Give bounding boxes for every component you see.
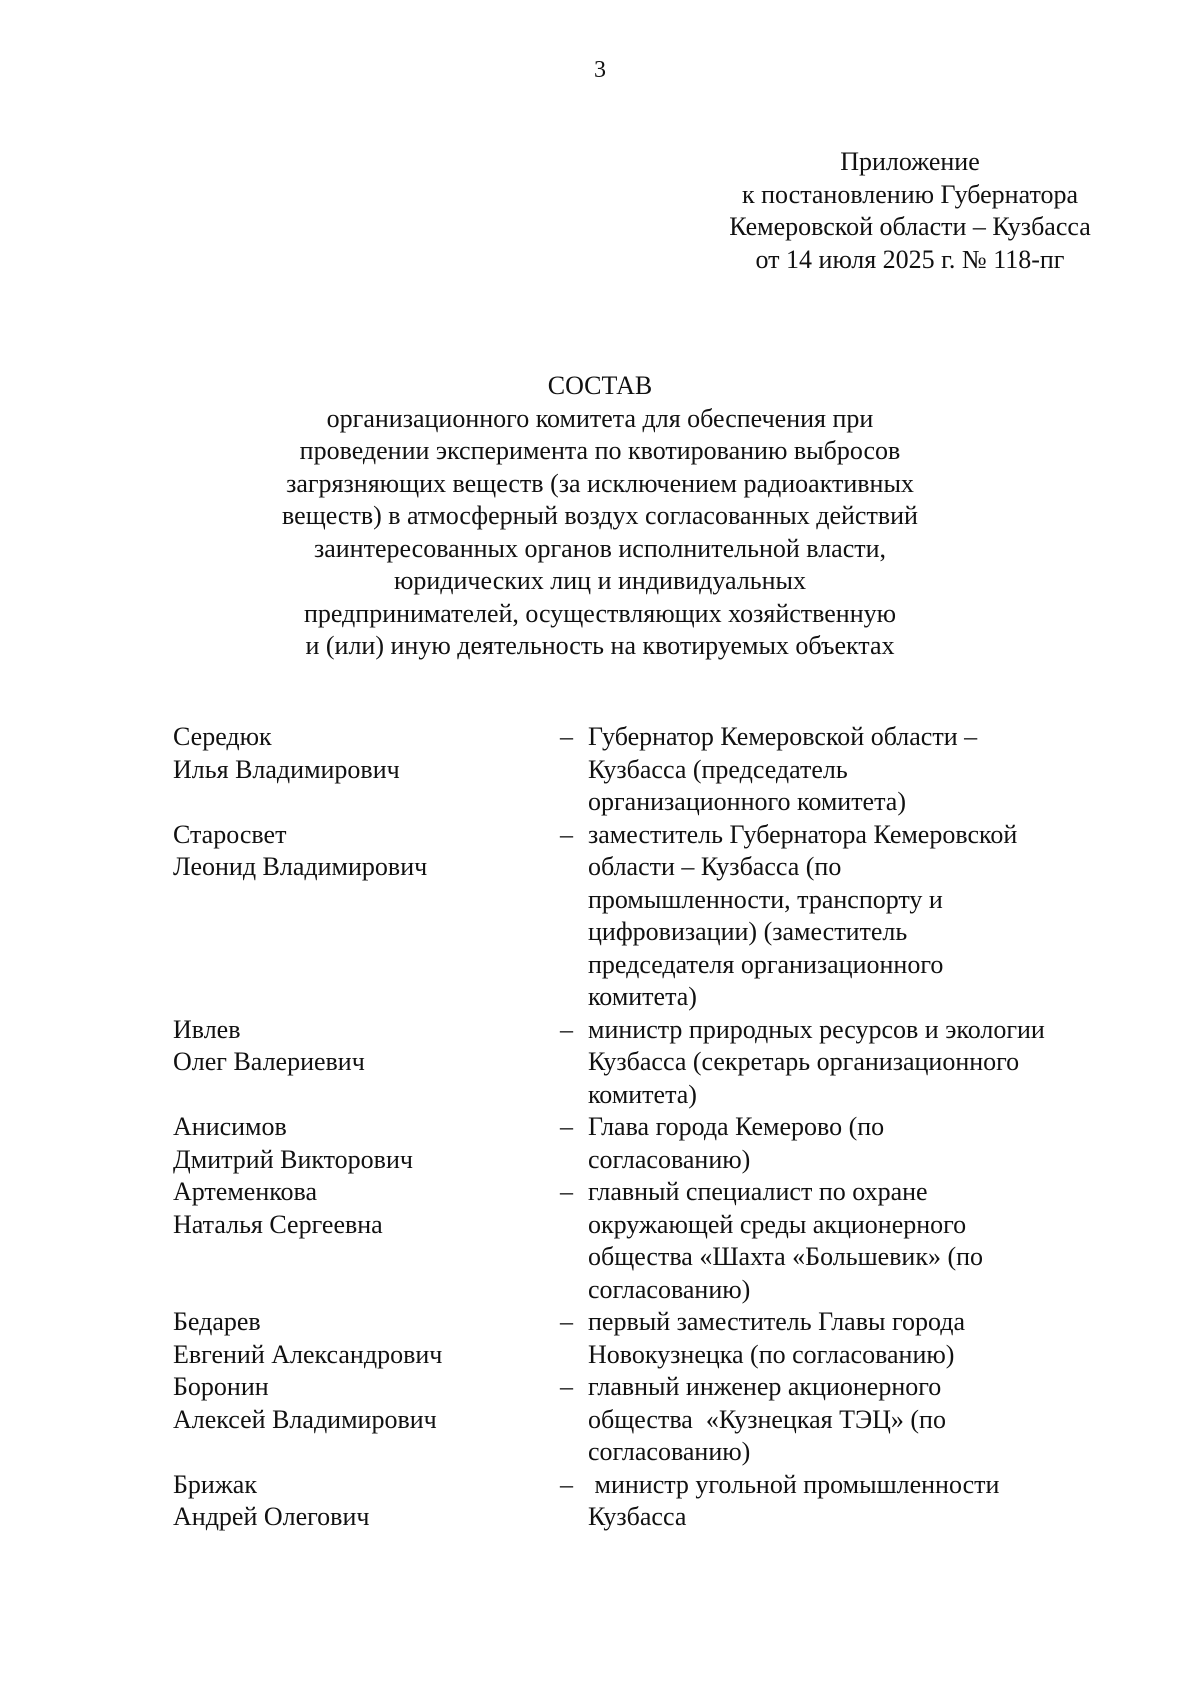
member-surname: Ивлев [173, 1014, 241, 1044]
member-given-name: Дмитрий Викторович [173, 1144, 413, 1174]
title-line: и (или) иную деятельность на квотируемых объектах [305, 631, 895, 660]
member-entry [0, 819, 1200, 1014]
title-line: юридических лиц и индивидуальных [393, 566, 807, 595]
member-role [588, 1176, 1108, 1306]
committee-members-list [0, 721, 1200, 1534]
member-name [173, 1176, 553, 1241]
member-role [588, 1306, 1108, 1371]
member-name [173, 721, 553, 786]
appendix-line: от 14 июля 2025 г. № 118-пг [755, 244, 1065, 274]
page-number: 3 [594, 57, 606, 83]
member-name [173, 1111, 553, 1176]
appendix-line: Кемеровской области – Кузбасса [729, 212, 1091, 241]
role-line: Кузбасса (председатель [588, 754, 848, 784]
title-line: заинтересованных органов исполнительной власти, [313, 533, 887, 563]
role-line: общества «Кузнецкая ТЭЦ» (по [588, 1404, 946, 1434]
role-line: первый заместитель Главы города [588, 1307, 965, 1336]
role-line: председателя организационного [588, 949, 944, 979]
member-given-name: Наталья Сергеевна [173, 1209, 383, 1239]
role-line: общества «Шахта «Большевик» (по [588, 1242, 984, 1271]
member-surname: Бедарев [173, 1307, 261, 1336]
member-role [588, 1111, 1108, 1176]
title-line: проведении эксперимента по квотированию выбросов [299, 436, 901, 465]
member-entry [0, 1469, 1200, 1534]
member-role [588, 1371, 1108, 1469]
role-line: организационного комитета) [588, 787, 906, 816]
member-given-name: Леонид Владимирович [173, 852, 428, 881]
role-line: окружающей среды акционерного [588, 1209, 967, 1239]
role-line: заместитель Губернатора Кемеровской [588, 819, 1018, 849]
role-line: министр природных ресурсов и экологии [588, 1014, 1045, 1044]
member-surname: Артеменкова [173, 1177, 318, 1206]
member-role [588, 819, 1108, 1014]
member-name [173, 1469, 553, 1534]
member-entry [0, 1014, 1200, 1112]
member-name [173, 1306, 553, 1371]
role-line: главный инженер акционерного [588, 1372, 942, 1401]
appendix-header [700, 146, 1120, 276]
document-title [0, 370, 1200, 663]
role-line: области – Кузбасса (по [588, 852, 842, 881]
member-entry [0, 1371, 1200, 1469]
member-dash: – [560, 1307, 573, 1336]
member-dash: – [560, 1112, 573, 1141]
title-line: веществ) в атмосферный воздух согласованных действий [282, 501, 918, 530]
member-name [173, 819, 553, 884]
role-line: цифровизации) (заместитель [588, 917, 908, 946]
role-line: главный специалист по охране [588, 1177, 928, 1206]
member-role [588, 1014, 1108, 1112]
role-line: Новокузнецка (по согласованию) [588, 1339, 955, 1369]
title-heading: СОСТАВ [547, 371, 653, 400]
member-dash: – [560, 1014, 573, 1044]
title-line: предпринимателей, осуществляющих хозяйственную [303, 598, 897, 628]
member-surname: Боронин [173, 1372, 269, 1401]
appendix-line: Приложение [840, 147, 980, 176]
member-name [173, 1014, 553, 1079]
member-surname: Середюк [173, 722, 272, 751]
title-line: загрязняющих веществ (за исключением радиоактивных [286, 468, 914, 498]
member-role [588, 1469, 1108, 1534]
role-line: Кузбасса [588, 1502, 687, 1531]
member-dash: – [560, 722, 573, 751]
member-entry [0, 1176, 1200, 1306]
member-dash: – [560, 1372, 573, 1401]
member-dash: – [560, 819, 573, 849]
role-line: Глава города Кемерово (по [588, 1112, 885, 1141]
role-line: согласованию) [588, 1437, 751, 1466]
role-line: комитета) [588, 1079, 697, 1109]
member-given-name: Илья Владимирович [173, 754, 400, 784]
member-surname: Старосвет [173, 819, 287, 849]
member-given-name: Андрей Олегович [173, 1502, 370, 1531]
member-name [173, 1371, 553, 1436]
member-given-name: Олег Валериевич [173, 1047, 365, 1076]
role-line: Губернатор Кемеровской области – [588, 722, 978, 751]
member-entry [0, 1111, 1200, 1176]
member-dash: – [560, 1177, 573, 1206]
role-line: министр угольной промышленности [588, 1469, 1000, 1499]
member-role [588, 721, 1108, 819]
appendix-line: к постановлению Губернатора [741, 179, 1079, 209]
member-surname: Анисимов [173, 1112, 287, 1141]
member-dash: – [560, 1469, 573, 1499]
member-entry [0, 721, 1200, 819]
member-given-name: Евгений Александрович [173, 1339, 443, 1369]
role-line: согласованию) [588, 1144, 751, 1174]
member-given-name: Алексей Владимирович [173, 1404, 437, 1434]
member-surname: Брижак [173, 1469, 257, 1499]
member-entry [0, 1306, 1200, 1371]
role-line: комитета) [588, 982, 697, 1011]
title-line: организационного комитета для обеспечения при [326, 403, 874, 433]
role-line: промышленности, транспорту и [588, 884, 943, 914]
role-line: Кузбасса (секретарь организационного [588, 1047, 1020, 1076]
role-line: согласованию) [588, 1274, 751, 1304]
